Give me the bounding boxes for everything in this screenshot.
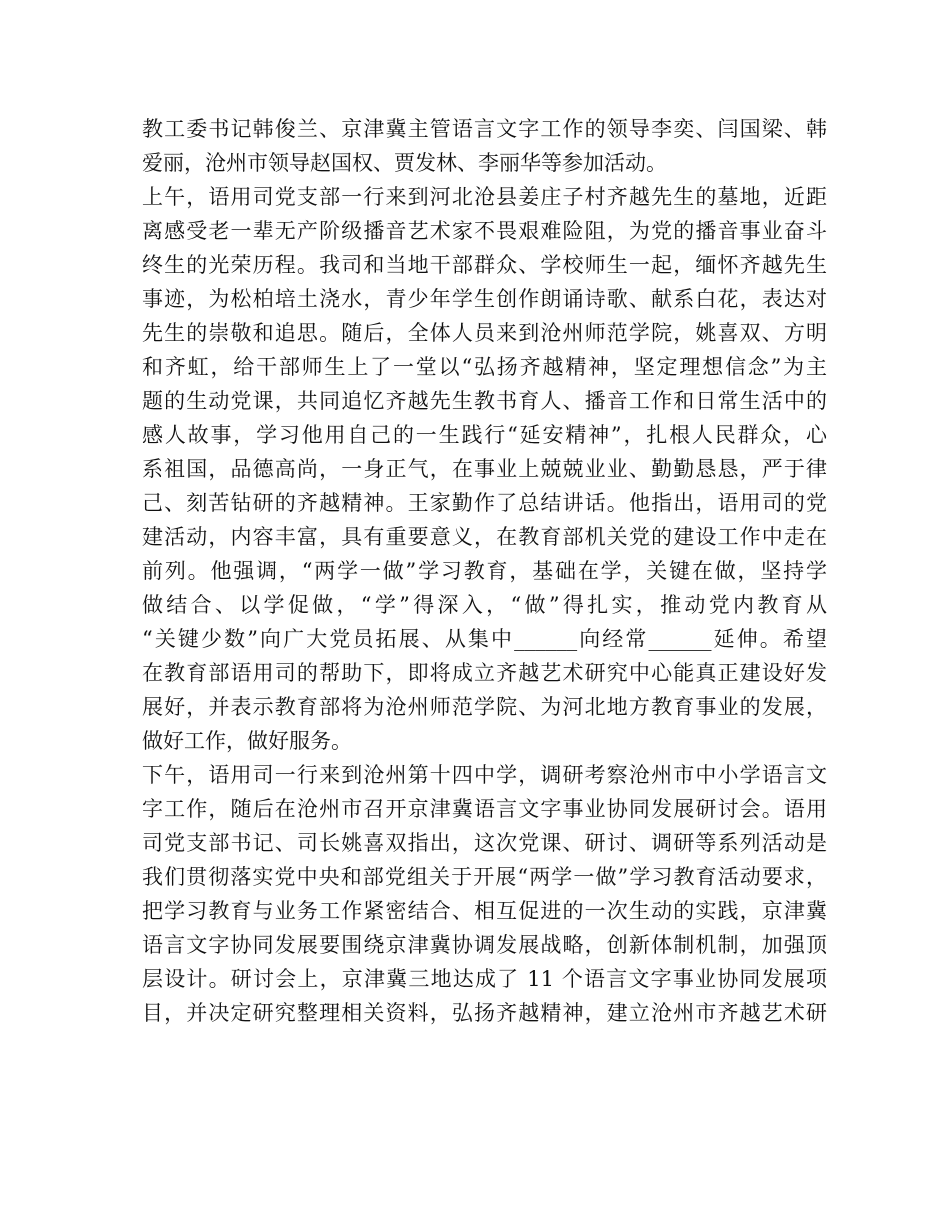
text-line: 教工委书记韩俊兰、京津冀主管语言文字工作的领导李奕、闫国梁、韩 bbox=[142, 117, 827, 141]
text-line: “关键少数”向广大党员拓展、从集中______向经常______延伸。希望 bbox=[142, 627, 827, 651]
text-line: 把学习教育与业务工作紧密结合、相互促进的一次生动的实践，京津冀 bbox=[142, 899, 827, 923]
text-line: 字工作，随后在沧州市召开京津冀语言文字事业协同发展研讨会。语用 bbox=[142, 797, 827, 821]
text-line: 做好工作，做好服务。 bbox=[142, 729, 352, 753]
text-line: 司党支部书记、司长姚喜双指出，这次党课、研讨、调研等系列活动是 bbox=[142, 831, 827, 855]
paragraph-1 bbox=[142, 112, 827, 180]
paragraph-3 bbox=[142, 758, 827, 1030]
document-body bbox=[142, 112, 827, 1030]
paragraph-2 bbox=[142, 180, 827, 758]
text-line: 展好，并表示教育部将为沧州师范学院、为河北地方教育事业的发展， bbox=[142, 695, 827, 719]
text-line: 终生的光荣历程。我司和当地干部群众、学校师生一起，缅怀齐越先生 bbox=[142, 253, 827, 277]
text-line: 上午，语用司党支部一行来到河北沧县姜庄子村齐越先生的墓地，近距 bbox=[142, 185, 827, 209]
text-line: 建活动，内容丰富，具有重要意义，在教育部机关党的建设工作中走在 bbox=[142, 525, 827, 549]
text-line: 前列。他强调，“两学一做”学习教育，基础在学，关键在做，坚持学 bbox=[142, 559, 827, 583]
text-line: 语言文字协同发展要围绕京津冀协调发展战略，创新体制机制，加强顶 bbox=[142, 933, 827, 957]
text-line: 我们贯彻落实党中央和部党组关于开展“两学一做”学习教育活动要求， bbox=[142, 865, 827, 889]
text-line: 事迹，为松柏培土浇水，青少年学生创作朗诵诗歌、献系白花，表达对 bbox=[142, 287, 827, 311]
text-line: 层设计。研讨会上，京津冀三地达成了 11 个语言文字事业协同发展项 bbox=[142, 967, 827, 991]
text-line: 离感受老一辈无产阶级播音艺术家不畏艰难险阻，为党的播音事业奋斗 bbox=[142, 219, 827, 243]
text-line: 感人故事，学习他用自己的一生践行“延安精神”，扎根人民群众，心 bbox=[142, 423, 827, 447]
text-line: 爱丽，沧州市领导赵国权、贾发林、李丽华等参加活动。 bbox=[142, 151, 667, 175]
text-line: 系祖国，品德高尚，一身正气，在事业上兢兢业业、勤勤恳恳，严于律 bbox=[142, 457, 827, 481]
text-line: 题的生动党课，共同追忆齐越先生教书育人、播音工作和日常生活中的 bbox=[142, 389, 827, 413]
text-line: 己、刻苦钻研的齐越精神。王家勤作了总结讲话。他指出，语用司的党 bbox=[142, 491, 827, 515]
text-line: 下午，语用司一行来到沧州第十四中学，调研考察沧州市中小学语言文 bbox=[142, 763, 827, 787]
text-line: 先生的崇敬和追思。随后，全体人员来到沧州师范学院，姚喜双、方明 bbox=[142, 321, 827, 345]
text-line: 做结合、以学促做，“学”得深入，“做”得扎实，推动党内教育从 bbox=[142, 593, 827, 617]
text-line: 和齐虹，给干部师生上了一堂以“弘扬齐越精神，坚定理想信念”为主 bbox=[142, 355, 827, 379]
text-line: 在教育部语用司的帮助下，即将成立齐越艺术研究中心能真正建设好发 bbox=[142, 661, 827, 685]
text-line: 目，并决定研究整理相关资料，弘扬齐越精神，建立沧州市齐越艺术研 bbox=[142, 1001, 827, 1025]
